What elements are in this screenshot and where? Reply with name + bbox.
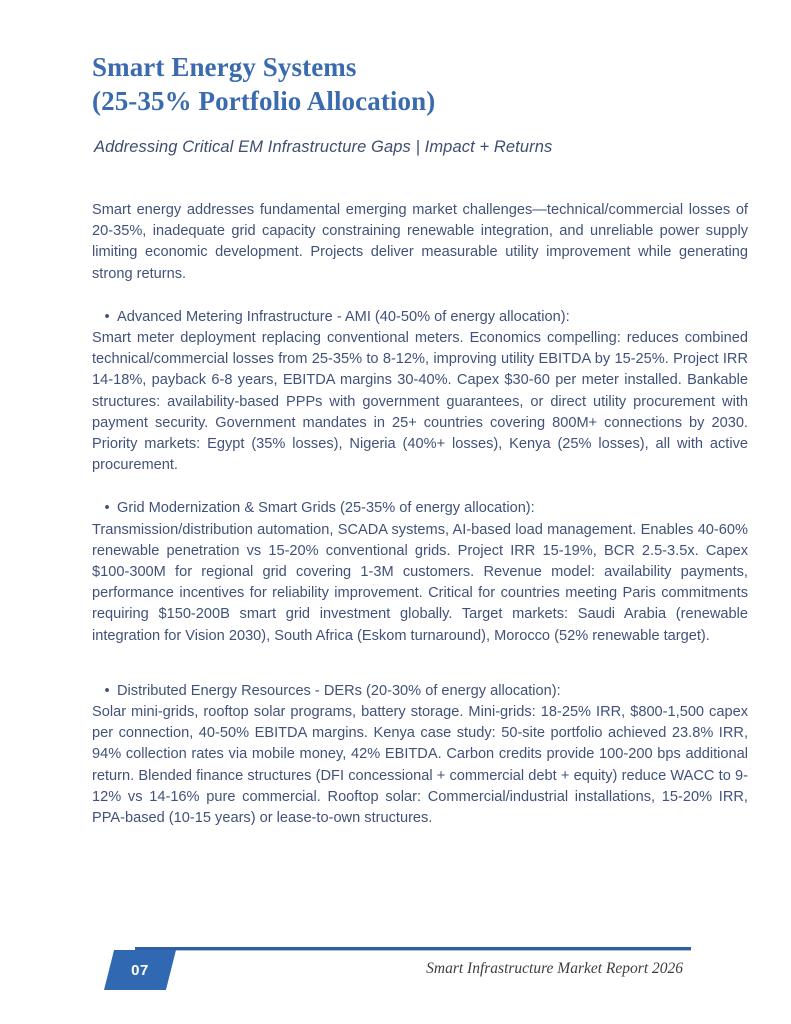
page-title-line-1: Smart Energy Systems [92, 52, 357, 82]
section-ami-body: Smart meter deployment replacing conventional meters. Economics compelling: reduces combined technical/commercial losses from 25-35% to 8-12%, improving utility EBITDA by 15-25%. Project IRR 14-18%, payback 6-8 years, EBITDA margins 30-40%. Capex $30-60 per meter installed. Bankable structures: availability-based PPPs with government guarantees, or direct utility procurement with payment security. Government mandates in 25+ countries covering 800M+ connections by 2030. Priority markets: Egypt (35% losses), Nigeria (40%+ losses), Kenya (25% losses), all with active procurement. [92, 330, 748, 474]
section-grid-modernization-heading-text: Grid Modernization & Smart Grids (25-35% of energy allocation): [117, 500, 535, 517]
footer-divider-shadow [135, 950, 691, 951]
section-distributed-energy-heading-text: Distributed Energy Resources - DERs (20-30% of energy allocation): [117, 682, 561, 699]
section-distributed-energy-heading [92, 681, 748, 702]
section-ami [92, 307, 748, 477]
bullet-icon: • [104, 682, 110, 699]
section-grid-modernization-heading [92, 498, 748, 519]
footer-report-label: Smart Infrastructure Market Report 2026 [426, 960, 683, 977]
section-distributed-energy-body: Solar mini-grids, rooftop solar programs, battery storage. Mini-grids: 18-25% IRR, $800-1,500 capex per connection, 40-50% EBITDA margins. Kenya case study: 50-site portfolio achieved 23.8% IRR, 94% collection rates via mobile money, 42% EBITDA. Carbon credits provide 100-200 bps additional return. Blended finance structures (DFI concessional + commercial debt + equity) reduce WACC to 9-12% vs 14-16% pure commercial. Rooftop solar: Commercial/industrial installations, 15-20% IRR, PPA-based (10-15 years) or lease-to-own structures. [92, 704, 748, 827]
page-number: 07 [131, 961, 149, 979]
section-ami-heading-text: Advanced Metering Infrastructure - AMI (40-50% of energy allocation): [117, 308, 570, 325]
page-content [92, 50, 748, 829]
section-grid-modernization [92, 498, 748, 646]
page-title [92, 50, 748, 118]
section-distributed-energy [92, 681, 748, 829]
section-grid-modernization-body: Transmission/distribution automation, SCADA systems, AI-based load management. Enables 40-60% renewable penetration vs 15-20% conventional grids. Project IRR 15-19%, BCR 2.5-3.5x. Capex $100-300M for regional grid covering 1-3M customers. Revenue model: availability payments, performance incentives for reliability improvement. Critical for countries meeting Paris commitments requiring $150-200B smart grid investment globally. Target markets: Saudi Arabia (renewable integration for Vision 2030), South Africa (Eskom turnaround), Morocco (52% renewable target). [92, 521, 748, 644]
page-footer [0, 938, 791, 998]
bullet-icon: • [104, 308, 110, 325]
page-subtitle: Addressing Critical EM Infrastructure Gaps | Impact + Returns [94, 138, 553, 156]
section-ami-heading [92, 307, 748, 328]
intro-paragraph: Smart energy addresses fundamental emerging market challenges—technical/commercial losses of 20-35%, inadequate grid capacity constraining renewable integration, and unreliable power supply limiting economic development. Projects deliver measurable utility improvement while generating strong returns. [92, 202, 748, 282]
bullet-icon: • [104, 500, 110, 517]
page-title-line-2: (25-35% Portfolio Allocation) [92, 86, 436, 116]
